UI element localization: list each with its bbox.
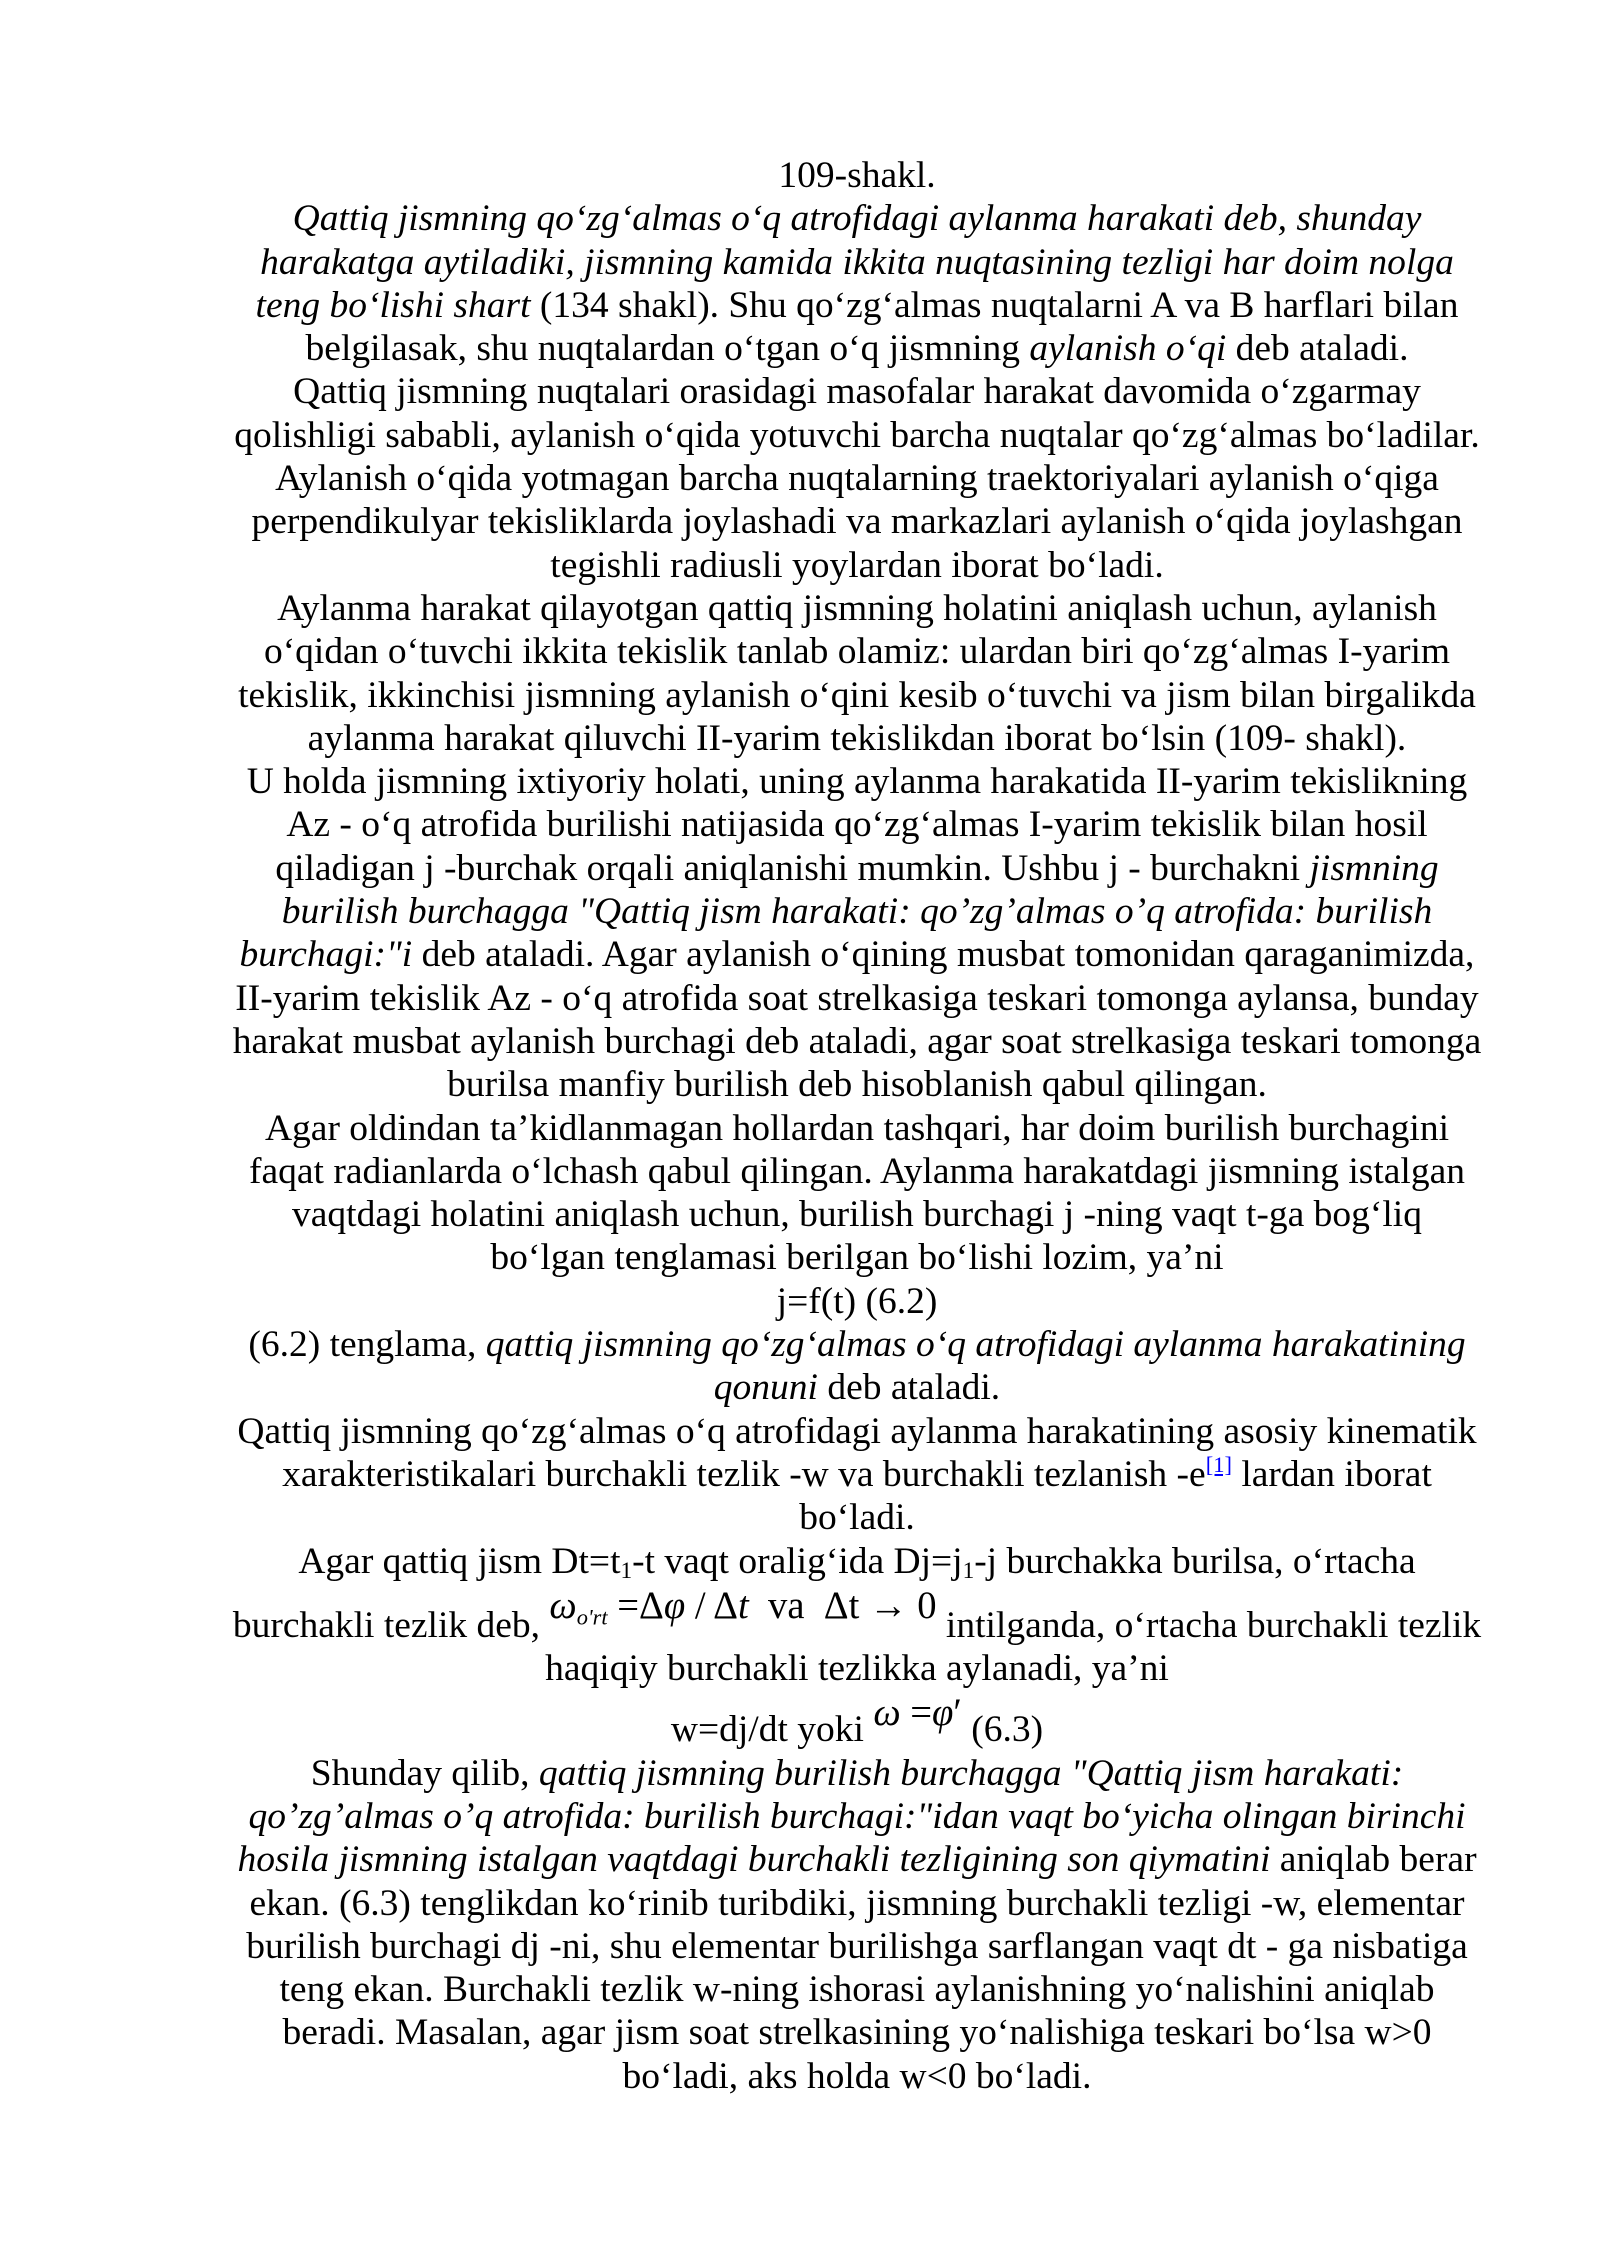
- text-run: perpendikulyar tekisliklarda joylashadi va markazlari aylanish o‘qida joylashgan: [251, 501, 1463, 543]
- footnote-link[interactable]: [1]: [1205, 1451, 1232, 1477]
- italic-text: jismning: [1309, 847, 1439, 889]
- text-line: [207, 544, 1507, 587]
- figure-caption: [207, 154, 1507, 197]
- text-line: [207, 1453, 1507, 1496]
- italic-text: hosila jismning istalgan vaqtdagi burchakli tezligining son qiymatini: [237, 1839, 1271, 1881]
- text-run: w=dj/dt yoki: [670, 1709, 874, 1751]
- text-run: teng ekan. Burchakli tezlik w-ning ishorasi aylanishning yo‘nalishini aniqlab: [279, 1969, 1435, 2011]
- italic-text: qattiq jismning qo‘zg‘almas o‘q atrofidagi aylanma harakatining: [485, 1324, 1466, 1366]
- text-run: deb ataladi.: [817, 1367, 1001, 1409]
- text-line: [207, 241, 1507, 284]
- text-line: [207, 933, 1507, 976]
- text-run: beradi. Masalan, agar jism soat strelkasining yo‘nalishiga teskari bo‘lsa w>0: [282, 2012, 1432, 2054]
- italic-text: teng bo‘lishi shart: [255, 284, 531, 326]
- italic-text: ω: [549, 1584, 577, 1627]
- paragraph: [207, 1752, 1507, 2098]
- text-run: 109-shakl.: [778, 155, 936, 196]
- text-run: -t vaqt oralig‘ida Dj=j: [632, 1540, 963, 1582]
- text-run: intilganda, o‘rtacha burchakli tezlik: [936, 1604, 1482, 1646]
- italic-text: qonuni: [713, 1367, 818, 1409]
- paragraph: [207, 197, 1507, 370]
- text-line: [207, 154, 1507, 197]
- text-run: Aylanish o‘qida yotmagan barcha nuqtalarning traektoriyalari aylanish o‘qiga: [275, 458, 1439, 500]
- text-run: tegishli radiusli yoylardan iborat bo‘ladi.: [550, 544, 1164, 586]
- text-line: [207, 674, 1507, 717]
- text-run: burchakli tezlik deb,: [232, 1604, 550, 1646]
- text-run: (134 shakl). Shu qo‘zg‘almas nuqtalarni A va B harflari bilan: [530, 284, 1459, 326]
- text-run: qiladigan j -burchak orqali aniqlanishi mumkin. Ushbu j - burchakni: [275, 847, 1310, 889]
- text-run: II-yarim tekislik Az - o‘q atrofida soat strelkasiga teskari tomonga aylansa, bunday: [235, 977, 1479, 1019]
- text-run: bo‘lgan tenglamasi berilgan bo‘lishi lozim, ya’ni: [490, 1237, 1224, 1279]
- text-run: lardan iborat: [1231, 1453, 1432, 1495]
- text-line: [207, 1690, 1507, 1751]
- text-line: [207, 1838, 1507, 1881]
- text-line: [207, 1366, 1507, 1409]
- text-line: [207, 2055, 1507, 2098]
- text-line: [207, 1193, 1507, 1236]
- text-run: belgilasak, shu nuqtalardan o‘tgan o‘q jismning: [305, 328, 1030, 370]
- text-run: (6.2) tenglama,: [248, 1324, 486, 1366]
- text-run: o‘qidan o‘tuvchi ikkita tekislik tanlab olamiz: ulardan biri qo‘zg‘almas I-yarim: [263, 631, 1451, 673]
- text-run: aniqlab berar: [1270, 1839, 1477, 1881]
- text-line: [207, 760, 1507, 803]
- text-line: [207, 1752, 1507, 1795]
- italic-text: ω: [873, 1692, 901, 1735]
- italic-text: harakatga aytiladiki, jismning kamida ikkita nuqtasining tezligi har doim nolga: [260, 241, 1454, 283]
- text-line: [207, 1280, 1507, 1323]
- text-line: [207, 1583, 1507, 1647]
- inline-formula: [873, 1692, 962, 1734]
- text-line: [207, 1063, 1507, 1106]
- text-run: ekan. (6.3) tenglikdan ko‘rinib turibdiki, jismning burchakli tezligi -w, elementar: [249, 1882, 1465, 1924]
- italic-text: φ: [663, 1584, 686, 1627]
- text-line: [207, 1410, 1507, 1453]
- text-line: [207, 284, 1507, 327]
- text-line: [207, 1323, 1507, 1366]
- text-run: (6.3): [961, 1709, 1044, 1751]
- text-run: tekislik, ikkinchisi jismning aylanish o‘qini kesib o‘tuvchi va jism bilan birgalikda: [238, 674, 1476, 716]
- text-line: [207, 1236, 1507, 1279]
- paragraph: [207, 587, 1507, 760]
- text-line: [207, 1107, 1507, 1150]
- text-run: vaqtdagi holatini aniqlash uchun, burilish burchagi j -ning vaqt t-ga bog‘liq: [292, 1194, 1422, 1236]
- italic-text: t: [737, 1584, 749, 1627]
- text-line: [207, 1647, 1507, 1690]
- paragraph: [207, 1690, 1507, 1751]
- text-run: Qattiq jismning nuqtalari orasidagi masofalar harakat davomida o‘zgarmay: [293, 371, 1421, 413]
- text-line: [207, 977, 1507, 1020]
- text-run: =: [900, 1692, 933, 1735]
- text-run: qolishligi sababli, aylanish o‘qida yotuvchi barcha nuqtalar qo‘zg‘almas bo‘ladilar.: [234, 414, 1480, 456]
- text-run: aylanma harakat qiluvchi II-yarim tekislikdan iborat bo‘lsin (109- shakl).: [307, 717, 1407, 759]
- text-run: -j burchakka burilsa, o‘rtacha: [974, 1540, 1416, 1582]
- document-page: [207, 154, 1507, 2098]
- text-run: Qattiq jismning qo‘zg‘almas o‘q atrofidagi aylanma harakatining asosiy kinematik: [237, 1410, 1477, 1452]
- text-line: [207, 587, 1507, 630]
- text-run: bo‘ladi, aks holda w<0 bo‘ladi.: [622, 2055, 1092, 2097]
- text-run: Agar oldindan ta’kidlanmagan hollardan tashqari, har doim burilish burchagini: [264, 1107, 1450, 1149]
- text-line: [207, 457, 1507, 500]
- text-line: [207, 890, 1507, 933]
- text-run: / Δ: [685, 1584, 738, 1627]
- text-line: [207, 1540, 1507, 1583]
- text-line: [207, 717, 1507, 760]
- text-run: j=f(t) (6.2): [776, 1280, 938, 1322]
- text-run: Az - o‘q atrofida burilishi natijasida qo‘zg‘almas I-yarim tekislik bilan hosil: [286, 804, 1428, 846]
- text-line: [207, 847, 1507, 890]
- text-run: burilsa manfiy burilish deb hisoblanish qabul qilingan.: [447, 1064, 1267, 1106]
- italic-text: φ: [932, 1692, 954, 1735]
- italic-text: qattiq jismning burilish burchagga "Qattiq jism harakati:: [538, 1752, 1404, 1794]
- italic-text: burchagi:"i: [239, 934, 413, 976]
- text-line: [207, 500, 1507, 543]
- text-run: =Δ: [607, 1584, 664, 1627]
- subscript: 1: [962, 1557, 975, 1584]
- paragraph: [207, 1107, 1507, 1280]
- text-run: deb ataladi.: [1226, 328, 1409, 370]
- paragraph: [207, 1323, 1507, 1410]
- text-line: [207, 197, 1507, 240]
- paragraph: [207, 1410, 1507, 1540]
- italic-text: qo’zg’almas o’q atrofida: burilish burchagi:"idan vaqt bo‘yicha olingan birinchi: [248, 1795, 1466, 1837]
- italic-text: aylanish o‘qi: [1029, 328, 1227, 370]
- text-line: [207, 1150, 1507, 1193]
- text-run: faqat radianlarda o‘lchash qabul qilingan. Aylanma harakatdagi jismning istalgan: [249, 1150, 1465, 1192]
- subscript: 1: [620, 1557, 633, 1584]
- text-run: U holda jismning ixtiyoriy holati, uning aylanma harakatida II-yarim tekislikning: [246, 761, 1468, 803]
- text-run: xarakteristikalari burchakli tezlik -w va burchakli tezlanish -e: [282, 1453, 1206, 1495]
- text-line: [207, 1496, 1507, 1539]
- text-run: haqiqiy burchakli tezlikka aylanadi, ya’ni: [545, 1648, 1169, 1690]
- text-line: [207, 1882, 1507, 1925]
- text-line: [207, 1020, 1507, 1063]
- text-line: [207, 414, 1507, 457]
- text-line: [207, 2011, 1507, 2054]
- text-run: deb ataladi. Agar aylanish o‘qining musbat tomonidan qaraganimizda,: [412, 934, 1475, 976]
- text-line: [207, 1925, 1507, 1968]
- text-run: va Δt → 0: [748, 1584, 937, 1627]
- text-line: [207, 630, 1507, 673]
- subscript: o'rt: [576, 1604, 608, 1630]
- paragraph: [207, 760, 1507, 1106]
- text-run: bo‘ladi.: [799, 1497, 915, 1539]
- text-run: Shunday qilib,: [310, 1752, 539, 1794]
- paragraph: [207, 457, 1507, 587]
- text-run: harakat musbat aylanish burchagi deb ataladi, agar soat strelkasiga teskari tomonga: [232, 1020, 1482, 1062]
- text-line: [207, 1968, 1507, 2011]
- text-run: Agar qattiq jism Dt=t: [298, 1540, 621, 1582]
- paragraph: [207, 1280, 1507, 1323]
- italic-text: burilish burchagga "Qattiq jism harakati: qo’zg’almas o’q atrofida: burilish: [281, 891, 1433, 933]
- text-line: [207, 370, 1507, 413]
- paragraph: [207, 1540, 1507, 1691]
- paragraph: [207, 370, 1507, 457]
- inline-formula: [549, 1584, 937, 1630]
- text-line: [207, 803, 1507, 846]
- text-run: Aylanma harakat qilayotgan qattiq jismning holatini aniqlash uchun, aylanish: [277, 587, 1437, 629]
- italic-text: Qattiq jismning qo‘zg‘almas o‘q atrofidagi aylanma harakati deb, shunday: [292, 198, 1422, 240]
- text-line: [207, 327, 1507, 370]
- text-line: [207, 1795, 1507, 1838]
- text-run: burilish burchagi dj -ni, shu elementar burilishga sarflangan vaqt dt - ga nisbatiga: [246, 1925, 1468, 1967]
- text-run: ′: [953, 1692, 962, 1735]
